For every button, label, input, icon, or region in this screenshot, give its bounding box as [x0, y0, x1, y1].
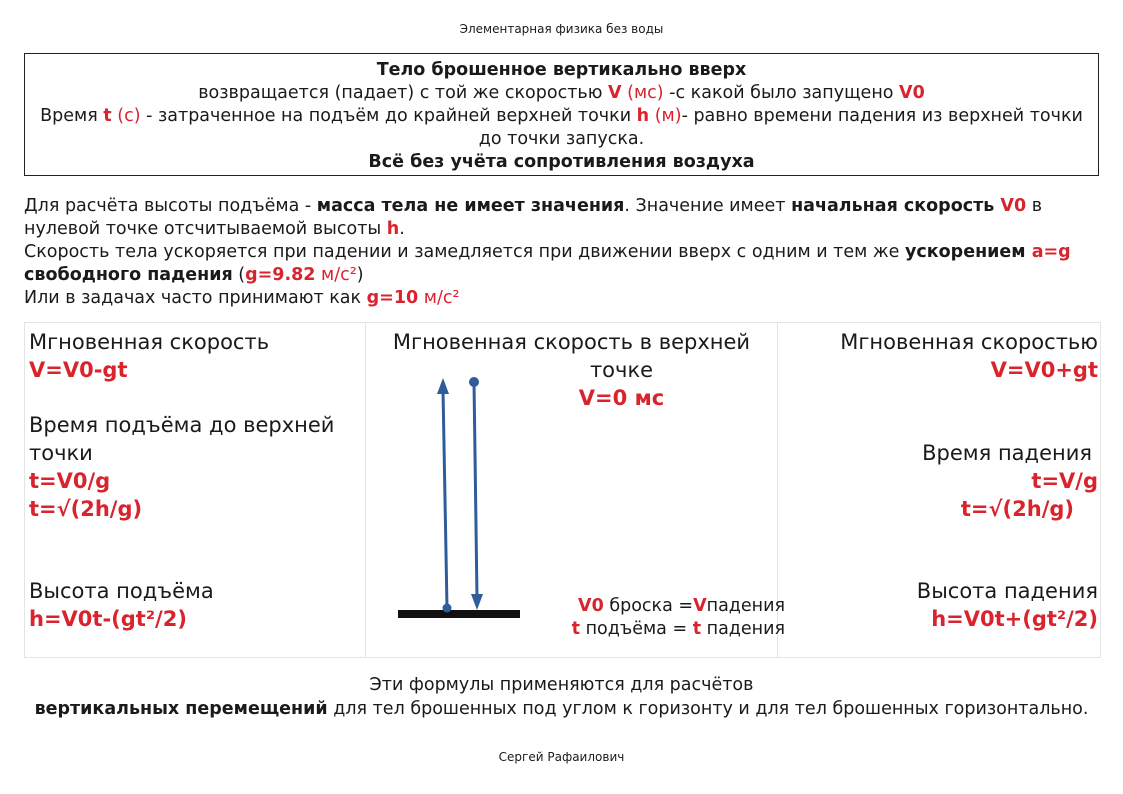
right-height-heading: Высота падения — [916, 579, 1098, 603]
left-time-heading-b: точки — [29, 441, 93, 465]
left-velocity-heading: Мгновенная скорость — [29, 330, 270, 354]
top-point — [469, 377, 479, 387]
down-arrow-head-icon — [471, 594, 483, 610]
right-velocity-heading: Мгновенная скоростью — [840, 330, 1098, 354]
middle-formula: V=0 мс — [578, 386, 665, 410]
right-time-formula-2: t=√(2h/g) — [960, 497, 1074, 521]
page-footer: Сергей Рафаилович — [498, 750, 625, 764]
page-header: Элементарная физика без воды — [459, 22, 664, 36]
right-velocity-formula: V=V0+gt — [990, 358, 1098, 382]
start-point — [443, 604, 452, 613]
downward-arrow — [474, 382, 477, 598]
formula-table — [24, 322, 1101, 658]
right-column — [785, 328, 1098, 633]
middle-notes — [535, 595, 785, 641]
box-title: Тело брошенное вертикально вверх — [376, 60, 747, 80]
left-time-formula-2: t=√(2h/g) — [29, 497, 143, 521]
left-time-formula-1: t=V0/g — [29, 469, 111, 493]
upward-arrow — [443, 390, 447, 608]
box-line-4: до точки запуска. — [478, 129, 645, 149]
middle-heading-a: Мгновенная скорость в верхней — [392, 330, 751, 354]
note-time: t подъёма = t падения — [571, 619, 785, 639]
note-speed: V0 броска =Vпадения — [578, 596, 785, 616]
right-time-heading: Время падения — [922, 441, 1092, 465]
motion-diagram — [370, 360, 540, 630]
left-time-heading-a: Время подъёма до верхней — [29, 413, 335, 437]
left-height-heading: Высота подъёма — [29, 579, 214, 603]
box-line-5: Всё без учёта сопротивления воздуха — [368, 152, 755, 172]
definition-box — [24, 53, 1099, 176]
up-arrow-head-icon — [437, 378, 449, 394]
left-velocity-formula: V=V0-gt — [29, 358, 128, 382]
left-column — [29, 328, 359, 633]
box-line-2: возвращается (падает) с той же скоростью V (мс) -с какой было запущено V0 — [198, 83, 925, 103]
left-height-formula: h=V0t-(gt²/2) — [29, 607, 187, 631]
closing-line-2: вертикальных перемещений для тел брошенных под углом к горизонту и для тел брошенных горизонтально. — [34, 699, 1089, 719]
closing-line-1: Эти формулы применяются для расчётов — [369, 675, 754, 695]
box-line-3: Время t (с) - затраченное на подъём до крайней верхней точки h (м)- равно времени падения из верхней точки — [40, 106, 1083, 126]
closing-text — [0, 673, 1123, 721]
middle-heading-b: точке — [589, 358, 654, 382]
intro-text: Для расчёта высоты подъёма - масса тела не имеет значения. Значение имеет начальная скорость V0 в нулевой точке отсчитываемой высоты h. Скорость тела ускоряется при падении и замедляется при движении вверх с одним и тем же ускорением a=g свободного падения (g=9.82 м/с²) Или в задачах часто принимают как g=10 м/с² — [24, 196, 1071, 308]
right-time-formula-1: t=V/g — [1031, 469, 1098, 493]
right-height-formula: h=V0t+(gt²/2) — [931, 607, 1098, 631]
